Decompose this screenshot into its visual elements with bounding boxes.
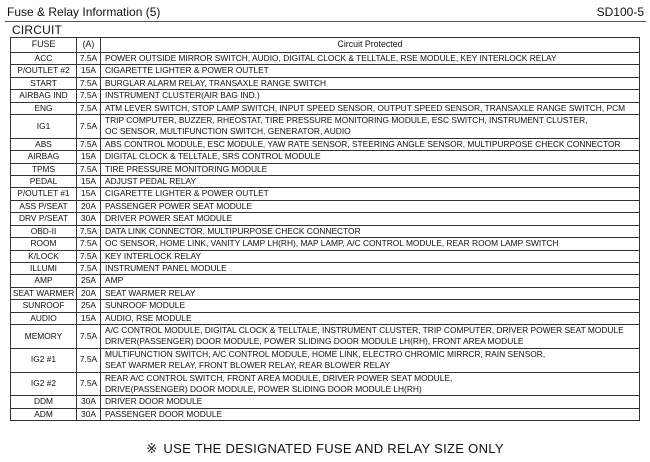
footer-note-text: USE THE DESIGNATED FUSE AND RELAY SIZE ONLY <box>163 441 504 456</box>
circuit-line: REAR A/C CONTROL SWITCH, FRONT AREA MODULE, DRIVER POWER SEAT MODULE, <box>105 372 453 383</box>
circuit-protected-cell <box>101 408 640 420</box>
table-row <box>11 213 640 225</box>
fuse-name-cell: AUDIO <box>11 312 77 324</box>
table-row <box>11 275 640 287</box>
circuit-protected-cell <box>101 102 640 114</box>
fuse-table <box>10 37 640 421</box>
fuse-amp-cell: 15A <box>77 151 101 163</box>
note-mark: ※ <box>146 442 158 457</box>
table-row <box>11 250 640 262</box>
fuse-name-cell: ADM <box>11 408 77 420</box>
page-title: Fuse & Relay Information (5) <box>7 5 161 19</box>
fuse-name-cell: DDM <box>11 396 77 408</box>
table-row <box>11 151 640 163</box>
fuse-amp-cell: 7.5A <box>77 163 101 175</box>
fuse-name-cell: TPMS <box>11 163 77 175</box>
fuse-amp-cell: 7.5A <box>77 225 101 237</box>
table-row <box>11 90 640 102</box>
fuse-name-cell: MEMORY <box>11 324 77 348</box>
circuit-line: DRIVER DOOR MODULE <box>105 396 203 407</box>
circuit-line: OC SENSOR, MULTIFUNCTION SWITCH, GENERATOR, AUDIO <box>105 126 351 137</box>
fuse-name-cell: ABS <box>11 138 77 150</box>
fuse-amp-cell: 7.5A <box>77 238 101 250</box>
footer-note <box>0 441 650 457</box>
fuse-name-cell: SUNROOF <box>11 300 77 312</box>
fuse-amp-cell: 7.5A <box>77 372 101 396</box>
fuse-name-cell: ENG <box>11 102 77 114</box>
circuit-line: ADJUST PEDAL RELAY <box>105 176 197 187</box>
table-header-row <box>11 38 640 53</box>
fuse-amp-cell: 15A <box>77 176 101 188</box>
circuit-line: ABS CONTROL MODULE, ESC MODULE, YAW RATE SENSOR, STEERING ANGLE SENSOR, MULTIPURPOSE CHECK CONNECTOR <box>105 138 621 149</box>
circuit-line: DRIVE(PASSENGER) DOOR MODULE, POWER SLIDING DOOR MODULE LH(RH) <box>105 383 422 394</box>
circuit-line: OC SENSOR, HOME LINK, VANITY LAMP LH(RH), MAP LAMP, A/C CONTROL MODULE, REAR ROOM LAMP SWITCH <box>105 238 559 249</box>
table-row <box>11 238 640 250</box>
fuse-name-cell: AMP <box>11 275 77 287</box>
fuse-amp-cell: 20A <box>77 287 101 299</box>
fuse-amp-cell: 7.5A <box>77 90 101 102</box>
circuit-protected-cell <box>101 287 640 299</box>
circuit-protected-cell <box>101 200 640 212</box>
circuit-protected-cell <box>101 138 640 150</box>
circuit-protected-cell <box>101 275 640 287</box>
fuse-amp-cell: 15A <box>77 65 101 77</box>
circuit-protected-cell <box>101 238 640 250</box>
fuse-amp-cell: 30A <box>77 213 101 225</box>
table-row <box>11 348 640 372</box>
table-row <box>11 115 640 139</box>
circuit-line: DATA LINK CONNECTOR, MULTIPURPOSE CHECK CONNECTOR <box>105 225 361 236</box>
circuit-protected-cell <box>101 262 640 274</box>
table-row <box>11 188 640 200</box>
fuse-table-body <box>11 53 640 421</box>
table-row <box>11 200 640 212</box>
circuit-protected-cell <box>101 163 640 175</box>
table-row <box>11 102 640 114</box>
circuit-line: ATM LEVER SWITCH, STOP LAMP SWITCH, INPUT SPEED SENSOR, OUTPUT SPEED SENSOR, TRANSAXLE RANGE SWITCH, PCM <box>105 102 626 113</box>
circuit-line: AMP <box>105 275 124 286</box>
circuit-line: BURGLAR ALARM RELAY, TRANSAXLE RANGE SWITCH <box>105 77 327 88</box>
fuse-amp-cell: 7.5A <box>77 138 101 150</box>
table-row <box>11 225 640 237</box>
fuse-amp-cell: 7.5A <box>77 348 101 372</box>
circuit-protected-cell <box>101 372 640 396</box>
circuit-protected-cell <box>101 324 640 348</box>
circuit-line: CIGARETTE LIGHTER & POWER OUTLET <box>105 188 269 199</box>
circuit-line: PASSENGER DOOR MODULE <box>105 408 223 419</box>
circuit-line: DRIVER POWER SEAT MODULE <box>105 213 233 224</box>
circuit-protected-cell <box>101 348 640 372</box>
circuit-protected-cell <box>101 115 640 139</box>
table-row <box>11 138 640 150</box>
fuse-name-cell: K/LOCK <box>11 250 77 262</box>
table-row <box>11 53 640 65</box>
circuit-line: DRIVER(PASSENGER) DOOR MODULE, POWER SLIDING DOOR MODULE LH(RH), FRONT AREA MODULE <box>105 336 524 347</box>
fuse-amp-cell: 30A <box>77 408 101 420</box>
circuit-line: CIGARETTE LIGHTER & POWER OUTLET <box>105 65 269 76</box>
fuse-name-cell: START <box>11 77 77 89</box>
fuse-name-cell: AIRBAG <box>11 151 77 163</box>
fuse-name-cell: SEAT WARMER <box>11 287 77 299</box>
circuit-protected-cell <box>101 312 640 324</box>
fuse-name-cell: OBD-II <box>11 225 77 237</box>
table-row <box>11 77 640 89</box>
circuit-protected-cell <box>101 90 640 102</box>
circuit-line: INSTRUMENT CLUSTER(AIR BAG IND.) <box>105 90 260 101</box>
fuse-amp-cell: 20A <box>77 200 101 212</box>
table-row <box>11 176 640 188</box>
circuit-line: DIGITAL CLOCK & TELLTALE, SRS CONTROL MODULE <box>105 151 321 162</box>
fuse-amp-cell: 7.5A <box>77 77 101 89</box>
circuit-protected-cell <box>101 77 640 89</box>
circuit-line: AUDIO, RSE MODULE <box>105 312 192 323</box>
circuit-line: INSTRUMENT PANEL MODULE <box>105 262 227 273</box>
fuse-name-cell: PEDAL <box>11 176 77 188</box>
circuit-line: TIRE PRESSURE MONITORING MODULE <box>105 163 268 174</box>
circuit-protected-cell <box>101 225 640 237</box>
fuse-name-cell: DRV P/SEAT <box>11 213 77 225</box>
circuit-protected-cell <box>101 396 640 408</box>
fuse-amp-cell: 7.5A <box>77 53 101 65</box>
fuse-name-cell: ILLUMI <box>11 262 77 274</box>
fuse-amp-cell: 15A <box>77 312 101 324</box>
circuit-line: SEAT WARMER RELAY, FRONT BLOWER RELAY, REAR BLOWER RELAY <box>105 360 391 371</box>
circuit-protected-cell <box>101 65 640 77</box>
circuit-line: SUNROOF MODULE <box>105 300 186 311</box>
table-row <box>11 65 640 77</box>
circuit-protected-cell <box>101 250 640 262</box>
fuse-amp-cell: 25A <box>77 300 101 312</box>
section-label: CIRCUIT <box>12 23 63 37</box>
circuit-line: PASSENGER POWER SEAT MODULE <box>105 200 253 211</box>
circuit-line: KEY INTERLOCK RELAY <box>105 250 202 261</box>
fuse-amp-cell: 7.5A <box>77 262 101 274</box>
table-row <box>11 300 640 312</box>
fuse-amp-cell: 7.5A <box>77 115 101 139</box>
circuit-line: A/C CONTROL MODULE, DIGITAL CLOCK & TELLTALE, INSTRUMENT CLUSTER, TRIP COMPUTER, DRIVER POWER SEAT MODULE <box>105 324 624 335</box>
circuit-line: MULTIFUNCTION SWITCH, A/C CONTROL MODULE, HOME LINK, ELECTRO CHROMIC MIRRCR, RAIN SENSOR, <box>105 348 546 359</box>
table-row <box>11 324 640 348</box>
fuse-name-cell: ROOM <box>11 238 77 250</box>
column-header-amp: (A) <box>77 38 101 53</box>
table-row <box>11 396 640 408</box>
fuse-name-cell: ASS P/SEAT <box>11 200 77 212</box>
table-row <box>11 287 640 299</box>
column-header-fuse: FUSE <box>11 38 77 53</box>
table-row <box>11 408 640 420</box>
circuit-protected-cell <box>101 188 640 200</box>
fuse-amp-cell: 25A <box>77 275 101 287</box>
circuit-protected-cell <box>101 53 640 65</box>
fuse-name-cell: IG2 #1 <box>11 348 77 372</box>
fuse-name-cell: P/OUTLET #2 <box>11 65 77 77</box>
fuse-amp-cell: 30A <box>77 396 101 408</box>
fuse-name-cell: ACC <box>11 53 77 65</box>
table-row <box>11 312 640 324</box>
table-row <box>11 163 640 175</box>
fuse-amp-cell: 7.5A <box>77 102 101 114</box>
circuit-line: POWER OUTSIDE MIRROR SWITCH, AUDIO, DIGITAL CLOCK & TELLTALE, RSE MODULE, KEY INTERLOCK RELAY <box>105 53 557 63</box>
fuse-amp-cell: 7.5A <box>77 324 101 348</box>
circuit-line: TRIP COMPUTER, BUZZER, RHEOSTAT, TIRE PRESSURE MONITORING MODULE, ESC SWITCH, INSTRUMENT CLUSTER, <box>105 115 588 126</box>
fuse-name-cell: IG2 #2 <box>11 372 77 396</box>
circuit-protected-cell <box>101 151 640 163</box>
document-code: SD100-5 <box>596 5 644 19</box>
table-row <box>11 262 640 274</box>
fuse-amp-cell: 7.5A <box>77 250 101 262</box>
circuit-protected-cell <box>101 213 640 225</box>
circuit-protected-cell <box>101 300 640 312</box>
fuse-name-cell: P/OUTLET #1 <box>11 188 77 200</box>
table-row <box>11 372 640 396</box>
fuse-name-cell: IG1 <box>11 115 77 139</box>
page-header <box>5 3 646 22</box>
circuit-protected-cell <box>101 176 640 188</box>
circuit-line: SEAT WARMER RELAY <box>105 287 196 298</box>
fuse-amp-cell: 15A <box>77 188 101 200</box>
column-header-circuit: Circuit Protected <box>101 38 640 53</box>
fuse-name-cell: AIRBAG IND <box>11 90 77 102</box>
